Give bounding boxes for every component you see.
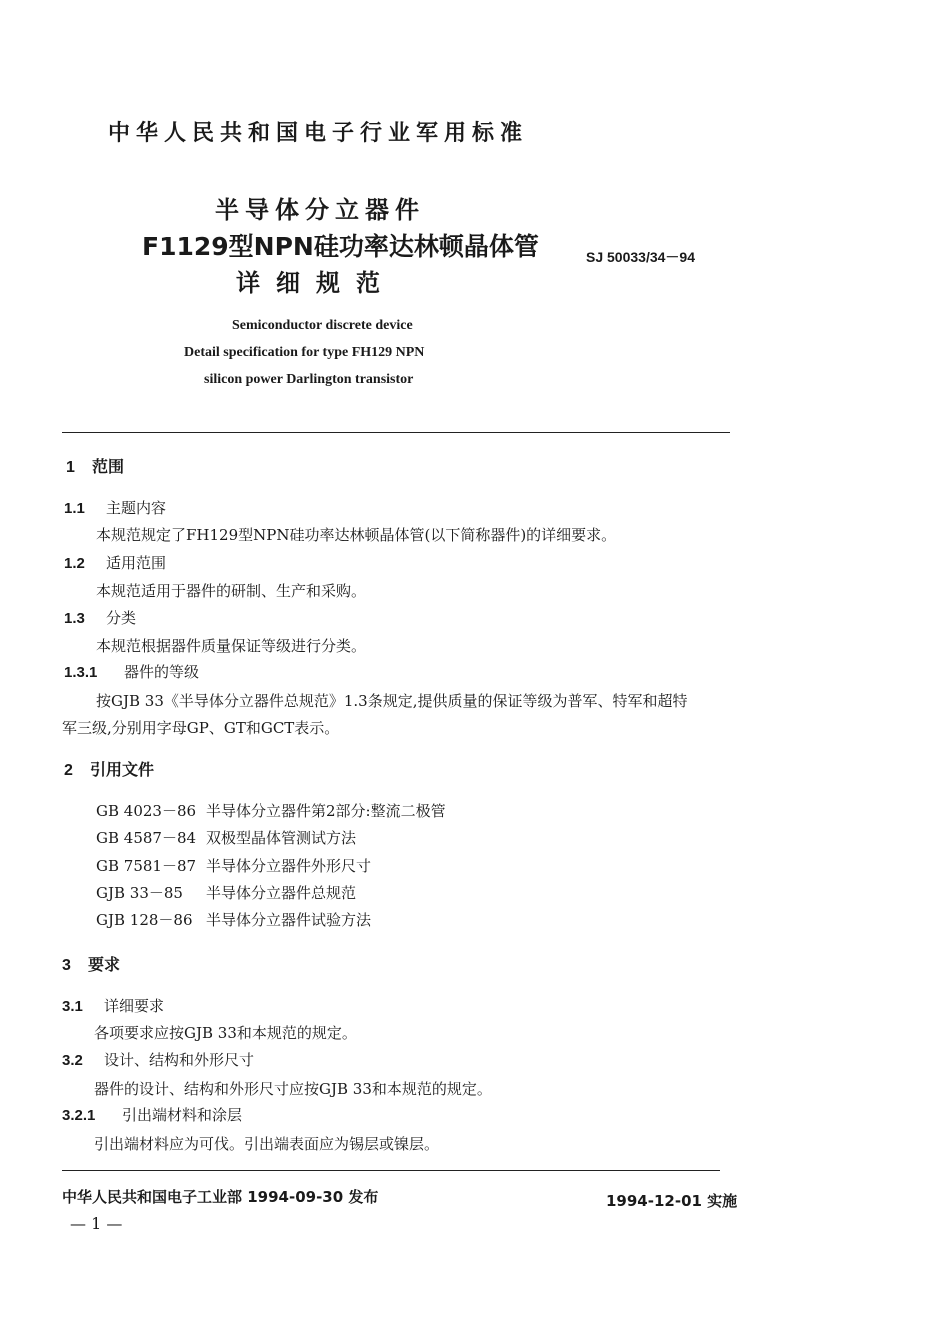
section-title: 适用范围	[106, 554, 167, 572]
section-number: 3.1	[62, 998, 83, 1015]
section-1-3-1-text-line-2: 军三级,分别用字母GP、GT和GCT表示。	[62, 719, 340, 737]
standard-body-title: 中华人民共和国电子行业军用标准	[108, 121, 529, 146]
section-3-1-heading	[62, 995, 164, 1016]
section-1-3-1-heading	[64, 661, 199, 682]
page-number: — 1 —	[70, 1214, 123, 1233]
section-1-3-text: 本规范根据器件质量保证等级进行分类。	[96, 637, 367, 655]
top-divider	[62, 432, 730, 433]
section-title: 引用文件	[90, 760, 155, 779]
section-title: 详细要求	[104, 997, 165, 1015]
section-title: 器件的等级	[124, 663, 200, 681]
section-1-1-text: 本规范规定了FH129型NPN硅功率达林顿晶体管(以下简称器件)的详细要求。	[96, 526, 617, 544]
english-title-line-2: Detail specification for type FH129 NPN	[184, 345, 425, 360]
reference-title: 半导体分立器件第2部分:整流二极管	[206, 802, 446, 820]
section-1-2-heading	[64, 552, 166, 573]
section-number: 1.1	[64, 500, 85, 517]
section-3-2-1-heading	[62, 1104, 242, 1125]
reference-code: GB 4587－84	[96, 829, 197, 847]
effective-date: 1994-12-01 实施	[606, 1192, 738, 1210]
section-2-heading	[64, 757, 154, 780]
section-number: 1.2	[64, 555, 85, 572]
section-1-1-heading	[64, 497, 166, 518]
bottom-divider	[62, 1170, 720, 1171]
section-3-2-heading	[62, 1049, 254, 1070]
reference-item	[96, 827, 356, 848]
reference-item	[96, 882, 356, 903]
section-title: 范围	[92, 457, 125, 476]
section-title: 要求	[88, 955, 121, 974]
section-number: 3.2	[62, 1052, 83, 1069]
section-1-heading	[66, 454, 124, 477]
section-number: 2	[64, 762, 73, 779]
section-number: 1.3	[64, 610, 85, 627]
english-title-line-1: Semiconductor discrete device	[232, 318, 413, 333]
reference-title: 半导体分立器件外形尺寸	[206, 857, 372, 875]
section-title: 分类	[106, 609, 137, 627]
reference-title: 半导体分立器件总规范	[206, 884, 357, 902]
section-title: 引出端材料和涂层	[122, 1106, 243, 1124]
section-3-heading	[62, 952, 120, 975]
title-line-2: F1129型NPN硅功率达林顿晶体管	[142, 232, 539, 261]
reference-title: 双极型晶体管测试方法	[206, 829, 357, 847]
reference-code: GB 4023－86	[96, 802, 197, 820]
section-3-1-text: 各项要求应按GJB 33和本规范的规定。	[94, 1024, 357, 1042]
section-title: 主题内容	[106, 499, 167, 517]
reference-code: GB 7581－87	[96, 857, 197, 875]
issue-statement: 中华人民共和国电子工业部 1994-09-30 发布	[62, 1188, 379, 1206]
section-3-2-text: 器件的设计、结构和外形尺寸应按GJB 33和本规范的规定。	[94, 1080, 492, 1098]
section-number: 1	[66, 459, 75, 476]
reference-code: GJB 128－86	[96, 911, 193, 929]
section-3-2-1-text: 引出端材料应为可伐。引出端表面应为锡层或镍层。	[94, 1135, 440, 1153]
standard-code: SJ 50033/34－94	[586, 249, 695, 265]
english-title-line-3: silicon power Darlington transistor	[204, 372, 414, 387]
reference-item	[96, 909, 371, 930]
reference-item	[96, 855, 371, 876]
reference-code: GJB 33－85	[96, 884, 183, 902]
section-number: 1.3.1	[64, 664, 98, 681]
title-line-3: 详细规范	[236, 269, 396, 297]
title-line-1: 半导体分立器件	[215, 196, 425, 224]
section-1-3-1-text-line-1: 按GJB 33《半导体分立器件总规范》1.3条规定,提供质量的保证等级为普军、特军和超特	[96, 692, 688, 710]
section-number: 3	[62, 957, 71, 974]
section-1-2-text: 本规范适用于器件的研制、生产和采购。	[96, 582, 367, 600]
section-number: 3.2.1	[62, 1107, 96, 1124]
section-title: 设计、结构和外形尺寸	[104, 1051, 255, 1069]
reference-title: 半导体分立器件试验方法	[206, 911, 372, 929]
section-1-3-heading	[64, 607, 136, 628]
reference-item	[96, 800, 446, 821]
